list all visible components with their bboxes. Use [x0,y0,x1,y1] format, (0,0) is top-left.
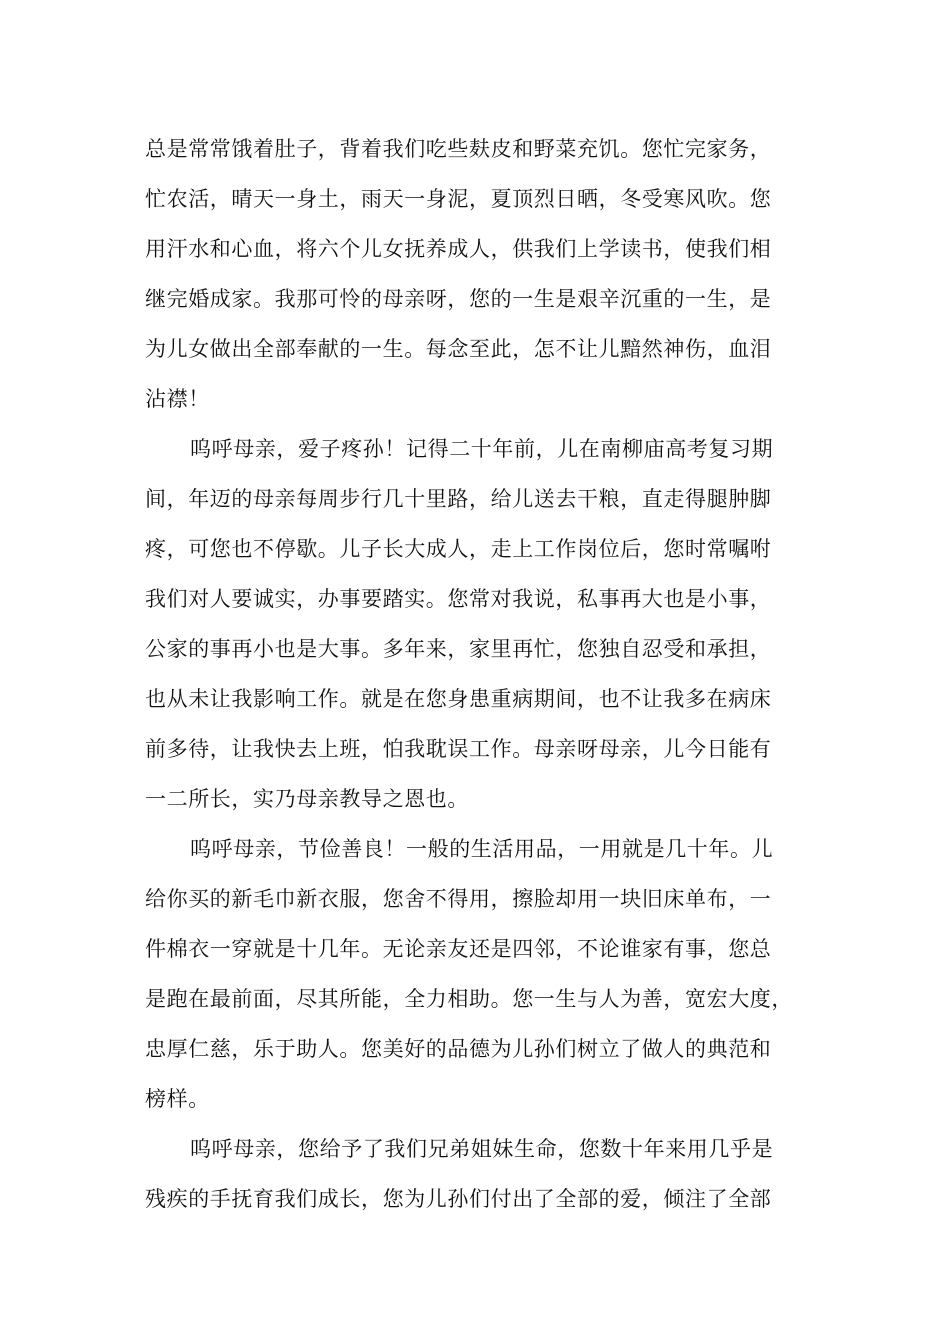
text-line: 用汗水和心血，将六个儿女抚养成人，供我们上学读书，使我们相 [145,237,772,261]
text-line: 间，年迈的母亲每周步行几十里路，给儿送去干粮，直走得腿肿脚 [145,487,772,511]
text-line: 是跑在最前面，尽其所能，全力相助。您一生与人为善，宽宏大度， [145,987,793,1011]
text-line: 给你买的新毛巾新衣服，您舍不得用，擦脸却用一块旧床单布，一 [145,887,772,911]
paragraph-first-line: 呜呼母亲，您给予了我们兄弟姐妹生命，您数十年来用几乎是 [190,1137,774,1161]
text-line: 疼，可您也不停歇。儿子长大成人，走上工作岗位后，您时常嘱咐 [145,537,772,561]
text-line: 件棉衣一穿就是十几年。无论亲友还是四邻，不论谁家有事，您总 [145,937,772,961]
text-line: 残疾的手抚育我们成长，您为儿孙们付出了全部的爱，倾注了全部 [145,1187,772,1211]
text-line: 前多待，让我快去上班，怕我耽误工作。母亲呀母亲，儿今日能有 [145,737,772,761]
text-line: 榜样。 [145,1087,210,1111]
text-line: 公家的事再小也是大事。多年来，家里再忙，您独自忍受和承担， [145,637,772,661]
text-line: 继完婚成家。我那可怜的母亲呀，您的一生是艰辛沉重的一生，是 [145,287,772,311]
text-line: 沾襟！ [145,387,210,411]
text-line: 为儿女做出全部奉献的一生。每念至此，怎不让儿黯然神伤，血泪 [145,337,772,361]
text-line: 一二所长，实乃母亲教导之恩也。 [145,787,469,811]
text-line: 忠厚仁慈，乐于助人。您美好的品德为儿孙们树立了做人的典范和 [145,1037,772,1061]
text-line: 我们对人要诚实，办事要踏实。您常对我说，私事再大也是小事， [145,587,772,611]
paragraph-first-line: 呜呼母亲，节俭善良！一般的生活用品，一用就是几十年。儿 [190,837,774,861]
text-line: 忙农活，晴天一身土，雨天一身泥，夏顶烈日晒，冬受寒风吹。您 [145,187,772,211]
paragraph-first-line: 呜呼母亲，爱子疼孙！记得二十年前，儿在南柳庙高考复习期 [190,437,774,461]
text-line: 也从未让我影响工作。就是在您身患重病期间，也不让我多在病床 [145,687,772,711]
text-line: 总是常常饿着肚子，背着我们吃些麸皮和野菜充饥。您忙完家务， [145,137,772,161]
